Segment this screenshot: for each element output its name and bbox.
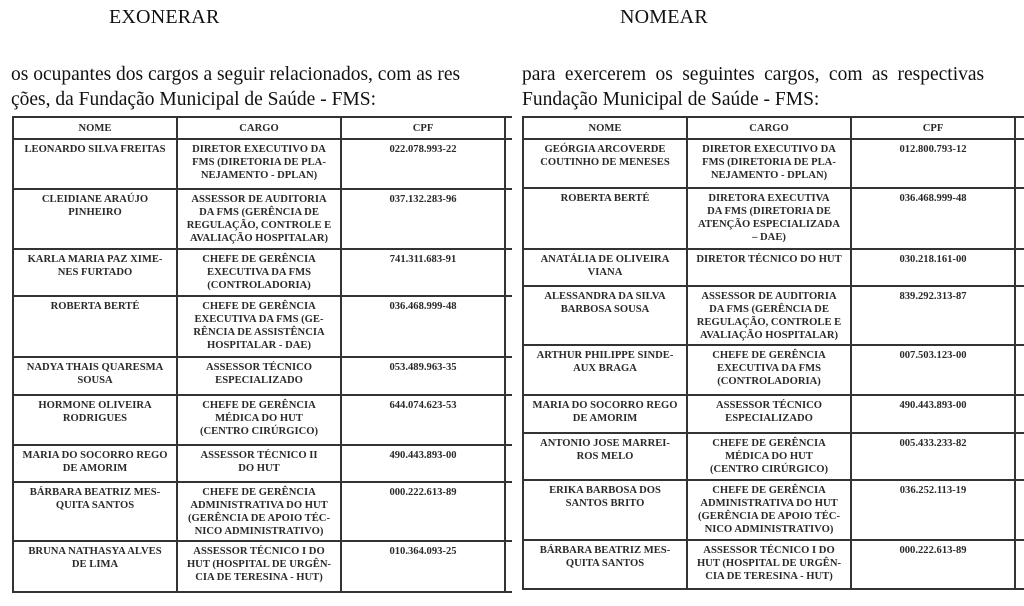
cell-nome — [13, 541, 177, 592]
table-row — [13, 296, 512, 357]
cell-cargo-line: ASSESSOR TÉCNICO I DO — [703, 545, 835, 556]
table-row — [13, 357, 512, 395]
cell-extra — [505, 249, 512, 296]
cell-extra — [1015, 188, 1024, 249]
table-row — [523, 188, 1024, 249]
cell-cargo — [177, 189, 341, 249]
column-header-cargo: CARGO — [687, 117, 851, 139]
cell-cargo-line: CHEFE DE GERÊNCIA — [712, 485, 826, 496]
cell-cargo-line: EXECUTIVA DA FMS (GE- — [194, 314, 324, 325]
cell-extra — [505, 296, 512, 357]
cell-extra — [505, 541, 512, 592]
cell-cargo-line: CHEFE DE GERÊNCIA — [712, 350, 826, 361]
cell-cargo — [177, 357, 341, 395]
cell-cargo-line: NICO ADMINISTRATIVO) — [194, 526, 324, 537]
table-row — [523, 433, 1024, 480]
cell-nome-line: DE AMORIM — [572, 413, 638, 424]
cell-extra — [505, 139, 512, 189]
cell-cargo-line: CHEFE DE GERÊNCIA — [712, 438, 826, 449]
cell-nome — [523, 540, 687, 589]
cell-nome-line: BÁRBARA BEATRIZ MES- — [539, 545, 671, 556]
cell-nome — [13, 189, 177, 249]
cell-cargo-line: (CONTROLADORIA) — [207, 280, 311, 291]
column-header-nome: NOME — [523, 117, 687, 139]
cell-cargo-line: (CENTRO CIRÚRGICO) — [199, 426, 318, 437]
cell-cargo-line: ASSESSOR TÉCNICO II — [200, 450, 318, 461]
cell-nome-line: BÁRBARA BEATRIZ MES- — [29, 487, 161, 498]
cell-cargo-line: CHEFE DE GERÊNCIA — [202, 400, 316, 411]
intro-line: Fundação Municipal de Saúde - FMS: — [522, 89, 820, 110]
cell-cargo-line: FMS (DIRETORIA DE PLA- — [192, 157, 326, 168]
column-header-extra — [1015, 117, 1024, 139]
column-header-cpf: CPF — [341, 117, 505, 139]
cell-cargo — [687, 345, 851, 395]
cell-cargo-line: RÊNCIA DE ASSISTÊNCIA — [193, 327, 325, 338]
cell-cpf: 490.443.893-00 — [851, 395, 1015, 433]
cell-cargo — [687, 433, 851, 480]
table-row — [523, 249, 1024, 286]
cell-cargo-line: EXECUTIVA DA FMS — [207, 267, 311, 278]
cell-cpf: 741.311.683-91 — [341, 249, 505, 296]
cell-extra — [505, 395, 512, 445]
cell-extra — [1015, 433, 1024, 480]
cell-cargo — [177, 482, 341, 541]
cell-cargo-line: DIRETOR EXECUTIVO DA — [192, 144, 326, 155]
cell-nome-line: QUITA SANTOS — [565, 558, 645, 569]
cell-cargo-line: NICO ADMINISTRATIVO) — [704, 524, 834, 535]
cell-cargo-line: ESPECIALIZADO — [215, 375, 303, 386]
cell-extra — [505, 445, 512, 482]
cell-cargo-line: DIRETOR EXECUTIVO DA — [702, 144, 836, 155]
cell-cargo-line: MÉDICA DO HUT — [725, 451, 813, 462]
cell-nome-line: DE AMORIM — [62, 463, 128, 474]
cell-nome-line: ROBERTA BERTÉ — [560, 193, 650, 204]
cell-nome — [523, 395, 687, 433]
cell-nome-line: BARBOSA SOUSA — [560, 304, 650, 315]
cell-cargo-line: REGULAÇÃO, CONTROLE E — [186, 220, 332, 231]
cell-nome-line: ERIKA BARBOSA DOS — [549, 485, 661, 496]
cell-cargo — [177, 249, 341, 296]
cell-cargo-line: (CENTRO CIRÚRGICO) — [709, 464, 828, 475]
cell-cargo-line: HOSPITALAR - DAE) — [207, 340, 311, 351]
cell-cargo-line: DA FMS (DIRETORIA DE — [707, 206, 831, 217]
intro-line: ções, da Fundação Municipal de Saúde - FMS: — [11, 89, 377, 110]
cell-cpf: 644.074.623-53 — [341, 395, 505, 445]
cell-extra — [1015, 395, 1024, 433]
column-header-nome: NOME — [13, 117, 177, 139]
cell-nome — [523, 249, 687, 286]
cell-cargo-line: ASSESSOR TÉCNICO — [205, 362, 313, 373]
cell-cpf: 030.218.161-00 — [851, 249, 1015, 286]
cell-nome-line: SANTOS BRITO — [565, 498, 645, 509]
cell-nome-line: KARLA MARIA PAZ XIME- — [27, 254, 163, 265]
nomear-panel — [512, 0, 1024, 606]
cell-nome-line: DE LIMA — [71, 559, 119, 570]
cell-nome — [523, 480, 687, 540]
cell-nome-line: ANTONIO JOSE MARREI- — [540, 438, 670, 449]
cell-cargo — [687, 188, 851, 249]
cell-cargo-line: AVALIAÇÃO HOSPITALAR) — [699, 330, 839, 341]
table-row — [523, 139, 1024, 188]
cell-cpf: 000.222.613-89 — [341, 482, 505, 541]
cell-extra — [1015, 139, 1024, 188]
cell-extra — [505, 189, 512, 249]
cell-nome — [13, 445, 177, 482]
cell-cargo-line: CHEFE DE GERÊNCIA — [202, 487, 316, 498]
intro-line: para exercerem os seguintes cargos, com as respectivas — [522, 64, 985, 85]
cell-cargo-line: ADMINISTRATIVA DO HUT — [190, 500, 328, 511]
section-heading: NOMEAR — [620, 6, 708, 28]
cell-nome — [13, 249, 177, 296]
section-heading: EXONERAR — [109, 6, 220, 28]
cell-cargo-line: CIA DE TERESINA - HUT) — [195, 572, 323, 583]
cell-nome — [523, 139, 687, 188]
cell-nome-line: NADYA THAIS QUARESMA — [26, 362, 164, 373]
cell-nome-line: SOUSA — [77, 375, 113, 386]
cell-nome — [523, 433, 687, 480]
cell-cpf: 010.364.093-25 — [341, 541, 505, 592]
cell-cargo-line: DO HUT — [238, 463, 280, 474]
cell-cpf: 022.078.993-22 — [341, 139, 505, 189]
cell-cargo-line: NEJAMENTO - DPLAN) — [200, 170, 318, 181]
cell-nome-line: ALESSANDRA DA SILVA — [544, 291, 666, 302]
cell-cpf: 012.800.793-12 — [851, 139, 1015, 188]
cell-cargo — [177, 139, 341, 189]
cell-nome-line: ARTHUR PHILIPPE SINDE- — [536, 350, 674, 361]
table-row — [13, 445, 512, 482]
cell-extra — [1015, 540, 1024, 589]
cell-cargo-line: NEJAMENTO - DPLAN) — [710, 170, 828, 181]
cell-cargo-line: DIRETORA EXECUTIVA — [708, 193, 830, 204]
cell-nome — [13, 395, 177, 445]
cell-extra — [1015, 249, 1024, 286]
cell-cargo-line: HUT (HOSPITAL DE URGÊN- — [186, 559, 332, 570]
cell-cpf: 007.503.123-00 — [851, 345, 1015, 395]
cell-nome — [523, 188, 687, 249]
cell-cargo — [687, 249, 851, 286]
cell-cpf: 490.443.893-00 — [341, 445, 505, 482]
cell-cargo-line: ASSESSOR DE AUDITORIA — [701, 291, 837, 302]
cell-nome-line: GEÓRGIA ARCOVERDE — [544, 144, 666, 155]
table-row — [523, 286, 1024, 345]
cell-cargo — [177, 395, 341, 445]
cell-nome-line: ANATÁLIA DE OLIVEIRA — [540, 254, 670, 265]
cell-cargo — [177, 541, 341, 592]
table-row — [13, 189, 512, 249]
cell-nome-line: RODRIGUES — [62, 413, 128, 424]
cell-cpf: 036.252.113-19 — [851, 480, 1015, 540]
cell-nome-line: QUITA SANTOS — [55, 500, 135, 511]
column-header-cargo: CARGO — [177, 117, 341, 139]
cell-nome — [523, 286, 687, 345]
cell-cpf: 000.222.613-89 — [851, 540, 1015, 589]
cell-cpf: 036.468.999-48 — [341, 296, 505, 357]
cell-cargo-line: FMS (DIRETORIA DE PLA- — [702, 157, 836, 168]
cell-extra — [1015, 480, 1024, 540]
cell-extra — [1015, 345, 1024, 395]
cell-cargo-line: HUT (HOSPITAL DE URGÊN- — [696, 558, 842, 569]
table-row — [523, 345, 1024, 395]
cell-cargo-line: AVALIAÇÃO HOSPITALAR) — [189, 233, 329, 244]
cell-cpf: 036.468.999-48 — [851, 188, 1015, 249]
cell-cpf: 037.132.283-96 — [341, 189, 505, 249]
table-row — [13, 541, 512, 592]
cell-nome-line: MARIA DO SOCORRO REGO — [532, 400, 678, 411]
cell-nome-line: ROBERTA BERTÉ — [50, 301, 140, 312]
cell-nome — [13, 139, 177, 189]
cell-nome-line: BRUNA NATHASYA ALVES — [28, 546, 162, 557]
cell-cargo-line: (GERÊNCIA DE APOIO TÉC- — [188, 513, 330, 524]
table-row — [13, 139, 512, 189]
cell-extra — [505, 482, 512, 541]
cell-cargo — [687, 540, 851, 589]
table-row — [13, 482, 512, 541]
cell-cpf: 839.292.313-87 — [851, 286, 1015, 345]
cell-cargo-line: MÉDICA DO HUT — [215, 413, 303, 424]
table-row — [13, 395, 512, 445]
cell-cargo-line: DA FMS (GERÊNCIA DE — [709, 304, 829, 315]
cell-nome-line: HORMONE OLIVEIRA — [38, 400, 152, 411]
table-row — [523, 540, 1024, 589]
table-header-row — [523, 117, 1024, 139]
cell-nome-line: ROS MELO — [576, 451, 634, 462]
cell-cargo-line: EXECUTIVA DA FMS — [717, 363, 821, 374]
cell-cargo — [687, 480, 851, 540]
cell-cargo-line: CHEFE DE GERÊNCIA — [202, 254, 316, 265]
cell-nome — [13, 482, 177, 541]
cell-extra — [505, 357, 512, 395]
cell-cargo-line: (CONTROLADORIA) — [717, 376, 821, 387]
table-row — [523, 480, 1024, 540]
cell-nome-line: CLEIDIANE ARAÚJO — [41, 194, 149, 205]
cell-cargo-line: DA FMS (GERÊNCIA DE — [199, 207, 319, 218]
cell-nome — [13, 296, 177, 357]
cell-cargo — [687, 139, 851, 188]
cell-nome-line: VIANA — [587, 267, 623, 278]
cell-nome-line: LEONARDO SILVA FREITAS — [24, 144, 166, 155]
intro-line: os ocupantes dos cargos a seguir relacionados, com as res — [11, 64, 461, 85]
cell-nome-line: NES FURTADO — [57, 267, 133, 278]
cell-cargo-line: ASSESSOR TÉCNICO I DO — [193, 546, 325, 557]
cell-cargo-line: DIRETOR TÉCNICO DO HUT — [696, 254, 842, 265]
cell-cargo-line: ASSESSOR TÉCNICO — [715, 400, 823, 411]
table-body — [13, 139, 512, 592]
cell-cpf: 053.489.963-35 — [341, 357, 505, 395]
cell-cargo-line: CHEFE DE GERÊNCIA — [202, 301, 316, 312]
cell-cargo-line: ATENÇÃO ESPECIALIZADA — [698, 219, 840, 230]
cell-cargo — [177, 445, 341, 482]
cell-cargo — [177, 296, 341, 357]
table-header-row — [13, 117, 512, 139]
cell-cpf: 005.433.233-82 — [851, 433, 1015, 480]
table-body — [523, 139, 1024, 589]
cell-cargo-line: ASSESSOR DE AUDITORIA — [191, 194, 327, 205]
nomear-table — [522, 116, 1024, 590]
cell-cargo-line: ADMINISTRATIVA DO HUT — [700, 498, 838, 509]
cell-nome-line: PINHEIRO — [68, 207, 122, 218]
cell-cargo-line: – DAE) — [752, 232, 786, 243]
cell-cargo-line: ESPECIALIZADO — [725, 413, 813, 424]
cell-cargo — [687, 395, 851, 433]
intro-paragraph — [11, 62, 460, 112]
cell-cargo-line: REGULAÇÃO, CONTROLE E — [696, 317, 842, 328]
table-row — [523, 395, 1024, 433]
cell-nome — [13, 357, 177, 395]
table-row — [13, 249, 512, 296]
exonerar-table — [12, 116, 512, 593]
cell-cargo-line: (GERÊNCIA DE APOIO TÉC- — [698, 511, 840, 522]
cell-cargo-line: CIA DE TERESINA - HUT) — [705, 571, 833, 582]
intro-paragraph — [522, 62, 984, 112]
cell-cargo — [687, 286, 851, 345]
column-header-extra — [505, 117, 512, 139]
cell-nome-line: COUTINHO DE MENESES — [540, 157, 670, 168]
cell-nome — [523, 345, 687, 395]
cell-nome-line: MARIA DO SOCORRO REGO — [22, 450, 168, 461]
cell-nome-line: AUX BRAGA — [573, 363, 637, 374]
column-header-cpf: CPF — [851, 117, 1015, 139]
cell-extra — [1015, 286, 1024, 345]
